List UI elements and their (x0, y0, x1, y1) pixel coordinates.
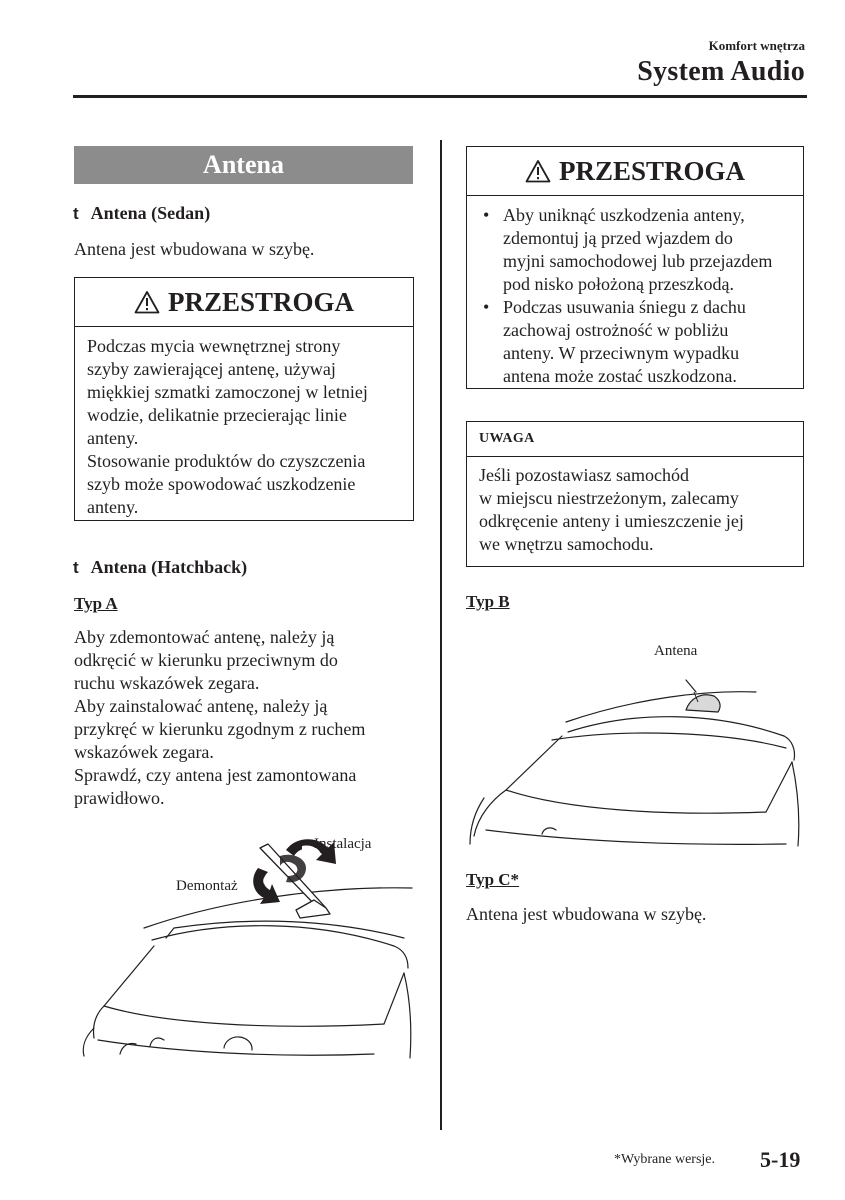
warning-triangle-icon (525, 159, 551, 183)
text-line: wskazówek zegara. (74, 742, 214, 762)
warning-triangle-icon (134, 290, 160, 314)
text-line: odkręcenie anteny i umieszczenie jej (479, 511, 744, 531)
subheading-hatchback-text: Antena (Hatchback) (90, 557, 248, 577)
text-line: we wnętrzu samochodu. (479, 534, 654, 554)
text-line: Aby zdemontować antenę, należy ją (74, 627, 335, 647)
hatchback-text (74, 626, 365, 810)
page-title: System Audio (637, 56, 805, 87)
text-line: antena może zostać uszkodzona. (503, 366, 737, 386)
text-line: • Aby uniknąć uszkodzenia anteny, (503, 205, 745, 225)
subheading-sedan-text: Antena (Sedan) (90, 203, 211, 223)
caution-line: anteny. (87, 497, 139, 517)
page-number: 5-19 (760, 1147, 801, 1172)
label-antenna: Antena (654, 643, 698, 659)
text-line: zachowaj ostrożność w pobliżu (503, 320, 729, 340)
text-line: w miejscu niestrzeżonym, zalecamy (479, 488, 739, 508)
caution-header-right (467, 147, 803, 196)
text-line: ruchu wskazówek zegara. (74, 673, 260, 693)
note-title: UWAGA (467, 422, 803, 457)
caution-list (479, 204, 791, 388)
list-item (479, 204, 791, 296)
list-item (479, 296, 791, 388)
text-line: Aby zainstalować antenę, należy ją (74, 696, 328, 716)
text-line: anteny. W przeciwnym wypadku (503, 343, 740, 363)
section-bullet-icon: t (73, 558, 79, 577)
caution-body-right (467, 196, 803, 396)
figure-hatchback-type-a (74, 828, 414, 1060)
car-rear-illustration-b (466, 640, 806, 850)
section-bullet-icon: t (73, 204, 79, 223)
caution-box-right (466, 146, 804, 389)
caution-title-left: PRZESTROGA (167, 286, 355, 317)
sedan-text: Antena jest wbudowana w szybę. (74, 239, 315, 259)
type-a-heading: Typ A (74, 594, 118, 613)
text-line: Sprawdź, czy antena jest zamontowana (74, 765, 357, 785)
footnote: *Wybrane wersje. (614, 1152, 716, 1167)
text-line: przykręć w kierunku zgodnym z ruchem (74, 719, 366, 739)
header-rule (73, 95, 807, 98)
text-line: zdemontuj ją przed wjazdem do (503, 228, 733, 248)
caution-line: wodzie, delikatnie przecierając linie (87, 405, 347, 425)
caution-box-left (74, 277, 414, 521)
section-title-bar: Antena (74, 146, 413, 184)
caution-line: Stosowanie produktów do czyszczenia (87, 451, 366, 471)
text-line: pod nisko położoną przeszkodą. (503, 274, 734, 294)
type-b-heading: Typ B (466, 592, 510, 611)
label-removal: Demontaż (176, 878, 238, 894)
figure-hatchback-type-b (466, 640, 806, 850)
caution-title-right: PRZESTROGA (558, 155, 746, 186)
type-c-heading: Typ C* (466, 870, 520, 889)
caution-line: szyb może spowodować uszkodzenie (87, 474, 356, 494)
caution-line: anteny. (87, 428, 139, 448)
note-box (466, 421, 804, 567)
caution-line: miękkiej szmatki zamoczonej w letniej (87, 382, 368, 402)
caution-header-left (75, 278, 413, 327)
subheading-sedan (73, 203, 210, 224)
caution-line: szyby zawierającej antenę, używaj (87, 359, 336, 379)
text-line: • Podczas usuwania śniegu z dachu (503, 297, 746, 317)
label-installation: Instalacja (314, 836, 372, 852)
type-c-text: Antena jest wbudowana w szybę. (466, 904, 707, 924)
car-rear-illustration-a (74, 828, 414, 1060)
note-body (467, 457, 803, 564)
caution-line: Podczas mycia wewnętrznej strony (87, 336, 341, 356)
text-line: myjni samochodowej lub przejazdem (503, 251, 773, 271)
caution-body-left (75, 327, 413, 527)
text-line: odkręcić w kierunku przeciwnym do (74, 650, 338, 670)
subheading-hatchback (73, 557, 247, 578)
text-line: Jeśli pozostawiasz samochód (479, 465, 689, 485)
header-section-label: Komfort wnętrza (708, 38, 805, 53)
column-divider (440, 140, 442, 1130)
text-line: prawidłowo. (74, 788, 165, 808)
